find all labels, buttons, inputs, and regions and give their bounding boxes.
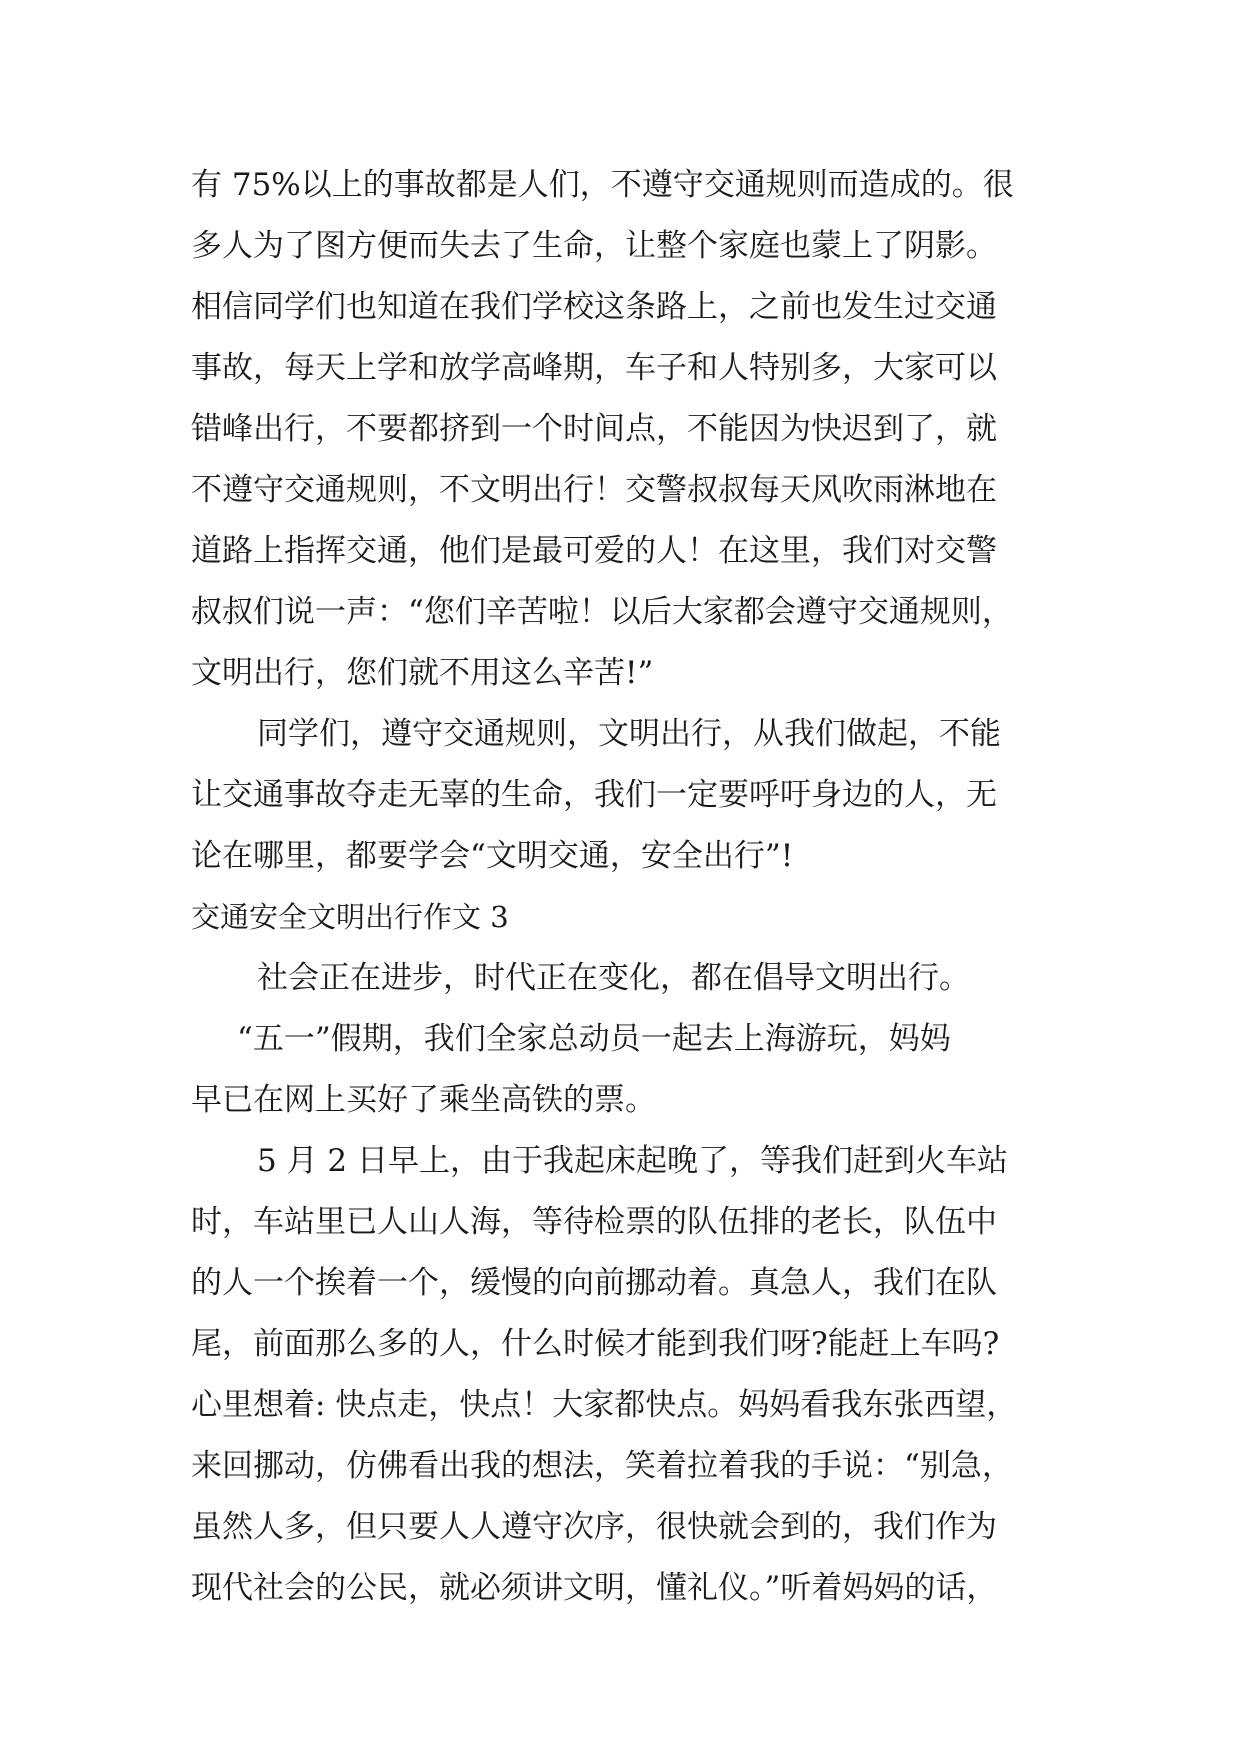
text-line: 错峰出行，不要都挤到一个时间点，不能因为快迟到了，就: [191, 411, 997, 447]
paragraph-start-line: 社会正在进步，时代正在变化，都在倡导文明出行。: [257, 960, 970, 996]
document-body: [191, 155, 1071, 1619]
text-line: 现代社会的公民，就必须讲文明，懂礼仪。”听着妈妈的话，: [191, 1570, 998, 1606]
text-line: 有 75%以上的事故都是人们，不遵守交通规则而造成的。很: [191, 167, 1014, 203]
text-line: 虽然人多，但只要人人遵守次序，很快就会到的，我们作为: [191, 1509, 997, 1545]
text-line: 来回挪动，仿佛看出我的想法，笑着拉着我的手说：“别急，: [191, 1448, 1013, 1484]
text-line: 尾，前面那么多的人，什么时候才能到我们呀?能赶上车吗?: [191, 1326, 1000, 1362]
text-line: 心里想着: 快点走，快点！大家都快点。妈妈看我东张西望，: [191, 1387, 1018, 1423]
paragraph-start-line: 5 月 2 日早上，由于我起床起晚了，等我们赶到火车站: [257, 1143, 1009, 1179]
text-line: 多人为了图方便而失去了生命，让整个家庭也蒙上了阴影。: [191, 228, 997, 264]
text-line: 不遵守交通规则，不文明出行！交警叔叔每天风吹雨淋地在: [191, 472, 997, 508]
paragraph-start-line: “五一”假期，我们全家总动员一起去上海游玩，妈妈: [237, 1021, 951, 1057]
text-line: 叔叔们说一声：“您们辛苦啦！以后大家都会遵守交通规则，: [191, 594, 1013, 630]
text-line: 相信同学们也知道在我们学校这条路上，之前也发生过交通: [191, 289, 997, 325]
paragraph-start-line: 同学们，遵守交通规则，文明出行，从我们做起，不能: [257, 716, 1001, 752]
text-line: 道路上指挥交通，他们是最可爱的人！在这里，我们对交警: [191, 533, 997, 569]
text-line: 事故，每天上学和放学高峰期，车子和人特别多，大家可以: [191, 350, 997, 386]
text-line: 论在哪里，都要学会“文明交通，安全出行”!: [191, 838, 794, 874]
text-line: 文明出行，您们就不用这么辛苦!”: [191, 655, 654, 691]
text-line: 时，车站里已人山人海，等待检票的队伍排的老长，队伍中: [191, 1204, 997, 1240]
text-line: 早已在网上买好了乘坐高铁的票。: [191, 1082, 656, 1118]
section-heading: 交通安全文明出行作文 3: [191, 900, 509, 934]
text-line: 的人一个挨着一个，缓慢的向前挪动着。真急人，我们在队: [191, 1265, 997, 1301]
text-line: 让交通事故夺走无辜的生命，我们一定要呼吁身边的人，无: [191, 777, 997, 813]
